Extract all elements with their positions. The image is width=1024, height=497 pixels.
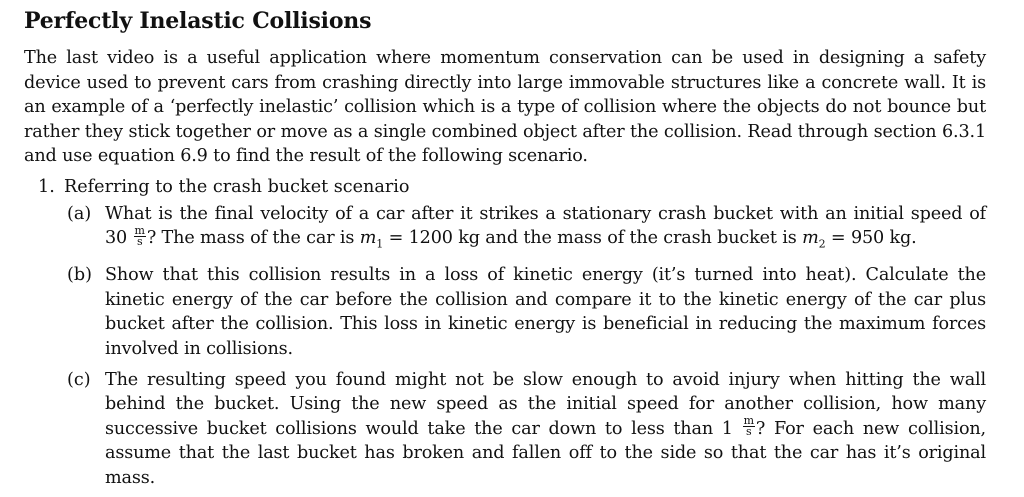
part-c-text	[105, 368, 986, 491]
part-a-text	[105, 202, 986, 258]
part-b	[24, 263, 986, 361]
part-b-text: Show that this collision results in a loss of kinetic energy (it’s turned into heat). Calculate the kinetic energy of the car before the collision and compare it to the kinetic energy of the car plus bucket after the collision. This loss in kinetic energy is beneficial in reducing the maximum forces involved in collisions.	[105, 265, 986, 360]
mass-1-value: = 1200 kg and the mass of the crash bucket is	[388, 228, 797, 249]
problem-parts	[24, 202, 986, 491]
problem-1	[24, 175, 986, 491]
part-b-label: (b)	[67, 265, 92, 286]
part-a-label: (a)	[67, 203, 92, 224]
problem-heading-text: Referring to the crash bucket scenario	[64, 176, 410, 197]
section-title: Perfectly Inelastic Collisions	[24, 8, 372, 34]
mass-2-variable: $m_2$	[802, 228, 826, 251]
document-page	[24, 6, 986, 497]
part-c-text-2: ? For each new collision, assume that the last bucket has broken and fallen off to the side so that the car has it’s original mass.	[105, 418, 987, 489]
unit-meters-per-second: $\frac{m}{s}$	[134, 223, 145, 248]
problem-number: 1.	[38, 176, 55, 197]
part-a-text-1: What is the final velocity of a car after it strikes a stationary crash bucket with an initial speed of 30	[105, 203, 986, 249]
unit-meters-per-second: $\frac{m}{s}$	[743, 414, 754, 439]
mass-1-variable: $m_1$	[359, 228, 384, 251]
mass-2-value: = 950 kg.	[830, 228, 917, 249]
problem-heading	[24, 175, 986, 200]
part-a	[24, 202, 986, 258]
part-c	[24, 368, 986, 491]
intro-paragraph: The last video is a useful application where momentum conservation can be used in designing a safety device used to prevent cars from crashing directly into large immovable structures like a concrete wall. It is an example of a ‘perfectly inelastic’ collision which is a type of collision where the objects do not bounce but rather they stick together or move as a single combined object after the collision. Read through section 6.3.1 and use equation 6.9 to find the result of the following scenario.	[24, 48, 986, 167]
part-c-text-1: The resulting speed you found might not be slow enough to avoid injury when hitting the wall behind the bucket. Using the new speed as the initial speed for another collision, how many successive bucket collisions would take the car down to less than 1	[105, 369, 986, 439]
part-a-text-2: ? The mass of the car is	[146, 228, 355, 249]
part-c-label: (c)	[67, 369, 91, 390]
